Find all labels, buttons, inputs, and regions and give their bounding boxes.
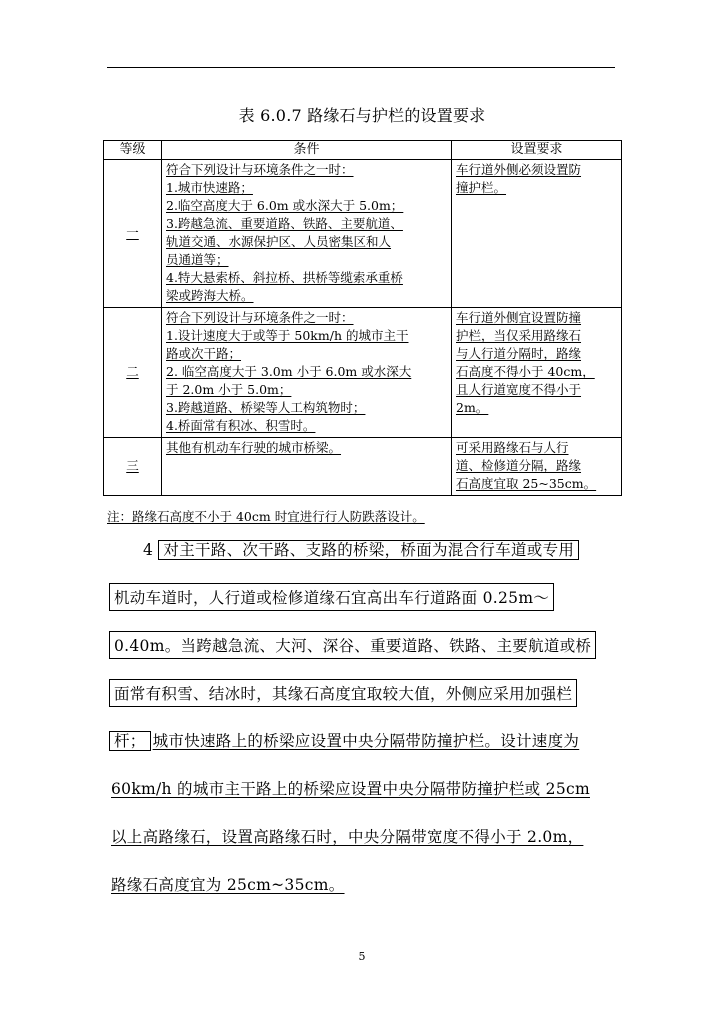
conditions-cell: [162, 160, 452, 308]
paragraph-text: 对主干路、次干路、支路的桥梁，桥面为混合行车道或专用: [158, 540, 579, 560]
condition-line: 轨道交通、水源保护区、人员密集区和人: [166, 234, 392, 249]
requirement-line: 可采用路缘石与人行: [456, 440, 569, 455]
condition-line: 1.设计速度大于或等于 50km/h 的城市主干: [166, 328, 409, 343]
requirement-line: 撞护栏。: [456, 180, 507, 195]
requirement-cell: [452, 160, 622, 308]
condition-line: 3.跨越急流、重要道路、铁路、主要航道、: [166, 216, 403, 231]
grade-cell: [104, 160, 162, 308]
paragraph-line: 0.40m。当跨越急流、大河、深谷、重要道路、铁路、主要航道或桥: [109, 631, 596, 659]
requirement-line: 石高度不得小于 40cm，: [456, 364, 595, 379]
header-requirement: 设置要求: [452, 141, 622, 160]
condition-line: 符合下列设计与环境条件之一时：: [166, 162, 354, 177]
paragraph-text-boxed: 杆；: [109, 731, 151, 751]
requirement-line: 道、检修道分隔，路缘: [456, 458, 582, 473]
paragraph-line: 路缘石高度宜为 25cm~35cm。: [111, 876, 345, 894]
condition-line: 2. 临空高度大于 3.0m 小于 6.0m 或水深大: [166, 364, 412, 379]
table-title: 表 6.0.7 路缘石与护栏的设置要求: [238, 106, 486, 125]
condition-line: 4.特大悬索桥、斜拉桥、拱桥等缆索承重桥: [166, 270, 403, 285]
grade-cell: [104, 308, 162, 438]
requirement-line: 与人行道分隔时，路缘: [456, 346, 582, 361]
paragraph-line: 以上高路缘石，设置高路缘石时，中央分隔带宽度不得小于 2.0m，: [111, 828, 584, 846]
condition-line: 路或次干路；: [166, 346, 242, 361]
condition-line: 于 2.0m 小于 5.0m；: [166, 382, 292, 397]
paragraph-line: 机动车道时，人行道或检修道缘石宜高出车行道路面 0.25m～: [109, 583, 554, 611]
paragraph-line: [143, 536, 579, 564]
conditions-cell: [162, 308, 452, 438]
table-header-row: [104, 141, 622, 160]
condition-line: 员通道等；: [166, 252, 229, 267]
header-grade: 等级: [104, 141, 162, 160]
header-rule: [107, 67, 615, 68]
header-conditions: 条件: [162, 141, 452, 160]
item-number: 4: [143, 541, 154, 559]
grade-label: 三: [126, 458, 139, 473]
paragraph-line: 面常有积雪、结冰时，其缘石高度宜取较大值，外侧应采用加强栏: [109, 679, 577, 707]
requirement-line: 且人行道宽度不得小于: [456, 382, 582, 397]
condition-line: 4.桥面常有积冰、积雪时。: [166, 418, 316, 433]
requirement-cell: [452, 438, 622, 496]
grade-label: 二: [126, 364, 139, 379]
condition-line: 3.跨越道路、桥梁等人工构筑物时；: [166, 400, 366, 415]
grade-label: 一: [126, 225, 139, 240]
table-row: [104, 308, 622, 438]
condition-line: 符合下列设计与环境条件之一时：: [166, 310, 354, 325]
paragraph-line: 60km/h 的城市主干路上的桥梁应设置中央分隔带防撞护栏或 25cm: [111, 780, 590, 798]
requirement-line: 车行道外侧宜设置防撞: [456, 310, 582, 325]
paragraph-line: [109, 727, 581, 755]
table-row: [104, 438, 622, 496]
requirement-cell: [452, 308, 622, 438]
page-number: 5: [358, 950, 366, 963]
conditions-cell: [162, 438, 452, 496]
requirement-line: 护栏，当仅采用路缘石: [456, 328, 582, 343]
condition-line: 2.临空高度大于 6.0m 或水深大于 5.0m；: [166, 198, 404, 213]
table-row: [104, 160, 622, 308]
table-note: 注：路缘石高度不小于 40cm 时宜进行行人防跌落设计。: [107, 509, 425, 524]
requirements-table: [103, 140, 622, 496]
grade-cell: [104, 438, 162, 496]
condition-line: 1.城市快速路；: [166, 180, 253, 195]
condition-line: 梁或跨海大桥。: [166, 288, 254, 303]
requirement-line: 2m。: [456, 400, 489, 415]
paragraph-text: 城市快速路上的桥梁应设置中央分隔带防撞护栏。设计速度为: [152, 732, 580, 750]
requirement-line: 车行道外侧必须设置防: [456, 162, 582, 177]
condition-line: 其他有机动车行驶的城市桥梁。: [166, 440, 342, 455]
requirement-line: 石高度宜取 25~35cm。: [456, 476, 597, 491]
